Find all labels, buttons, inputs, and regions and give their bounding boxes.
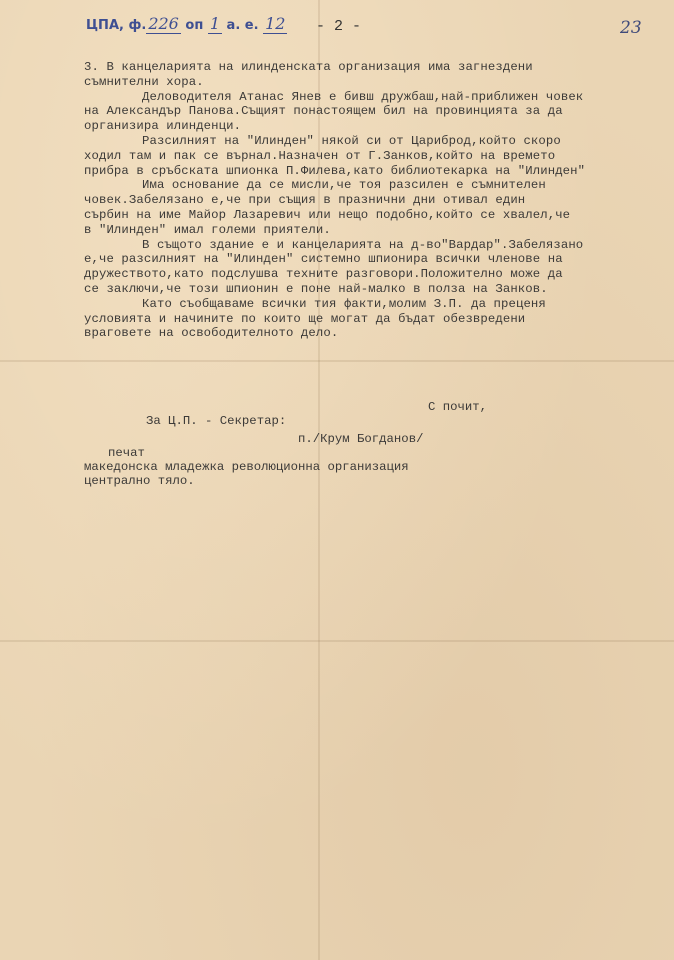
organization-body: централно тяло.: [84, 474, 195, 488]
body-line: В същото здание е и канцеларията на д-во"Вардар".Забелязано: [142, 237, 584, 252]
fond-number: 226: [148, 14, 179, 33]
body-line: съмнителни хора.: [84, 74, 204, 89]
body-line: враговете на освободителното дело.: [84, 326, 339, 341]
paper-fold-line: [0, 640, 674, 642]
body-line: дружеството,като подслушва техните разговори.Положително може да: [84, 267, 563, 282]
body-line: на Александър Панова.Същият понастоящем бил на провинцията за да: [84, 104, 563, 119]
closing-greeting: С почит,: [428, 400, 488, 414]
body-line: сърбин на име Майор Лазаревич или нещо подобно,който се хвалел,че: [84, 207, 571, 222]
ae-label: а. е.: [222, 18, 259, 33]
page-number: - 2 -: [316, 18, 362, 35]
body-line: 3. В канцеларията на илинденската организация има загнездени: [84, 60, 533, 74]
archive-stamp: [86, 14, 287, 33]
opis-number: 1: [209, 14, 221, 33]
body-line: е,че разсилният на "Илинден" системно шпионира всички членове на: [84, 252, 563, 267]
body-line: Има основание да се мисли,че тоя разсилен е съмнителен: [142, 178, 546, 193]
body-line: ходил там и пак се върнал.Назначен от Г.Занков,който на времето: [84, 148, 556, 163]
ae-number: 12: [265, 14, 286, 33]
opis-label: оп: [180, 18, 204, 33]
body-line: Разсилният на "Илинден" някой си от Цариброд,който скоро: [142, 133, 561, 148]
signature: п./Крум Богданов/: [298, 432, 424, 446]
for-secretary-label: За Ц.П. - Секретар:: [146, 414, 287, 428]
organization-name: македонска младежка революционна организация: [84, 460, 409, 474]
archive-prefix: ЦПА, ф.: [86, 18, 147, 33]
paper-fold-line: [0, 360, 674, 362]
body-line: организира илинденци.: [84, 119, 242, 134]
body-line: човек.Забелязано е,че при същия в празнични дни отивал един: [84, 193, 526, 208]
body-line: се заключи,че този шпионин е поне най-малко в полза на Занков.: [84, 281, 548, 296]
seal-label: печат: [108, 446, 145, 460]
body-line: прибра в сръбската шпионка П.Филева,като библиотекарка на "Илинден": [84, 163, 586, 178]
body-line: Деловодителя Атанас Янев е бивш дружбаш,най-приближен човек: [142, 89, 584, 104]
letter-body: [84, 60, 664, 341]
body-line: в "Илинден" имал големи приятели.: [84, 222, 331, 237]
body-line: Като съобщаваме всички тия факти,молим З.П. да преценя: [142, 296, 546, 311]
sheet-number: 23: [620, 18, 642, 38]
body-line: условията и начините по които ще могат да бъдат обезвредени: [84, 311, 526, 326]
